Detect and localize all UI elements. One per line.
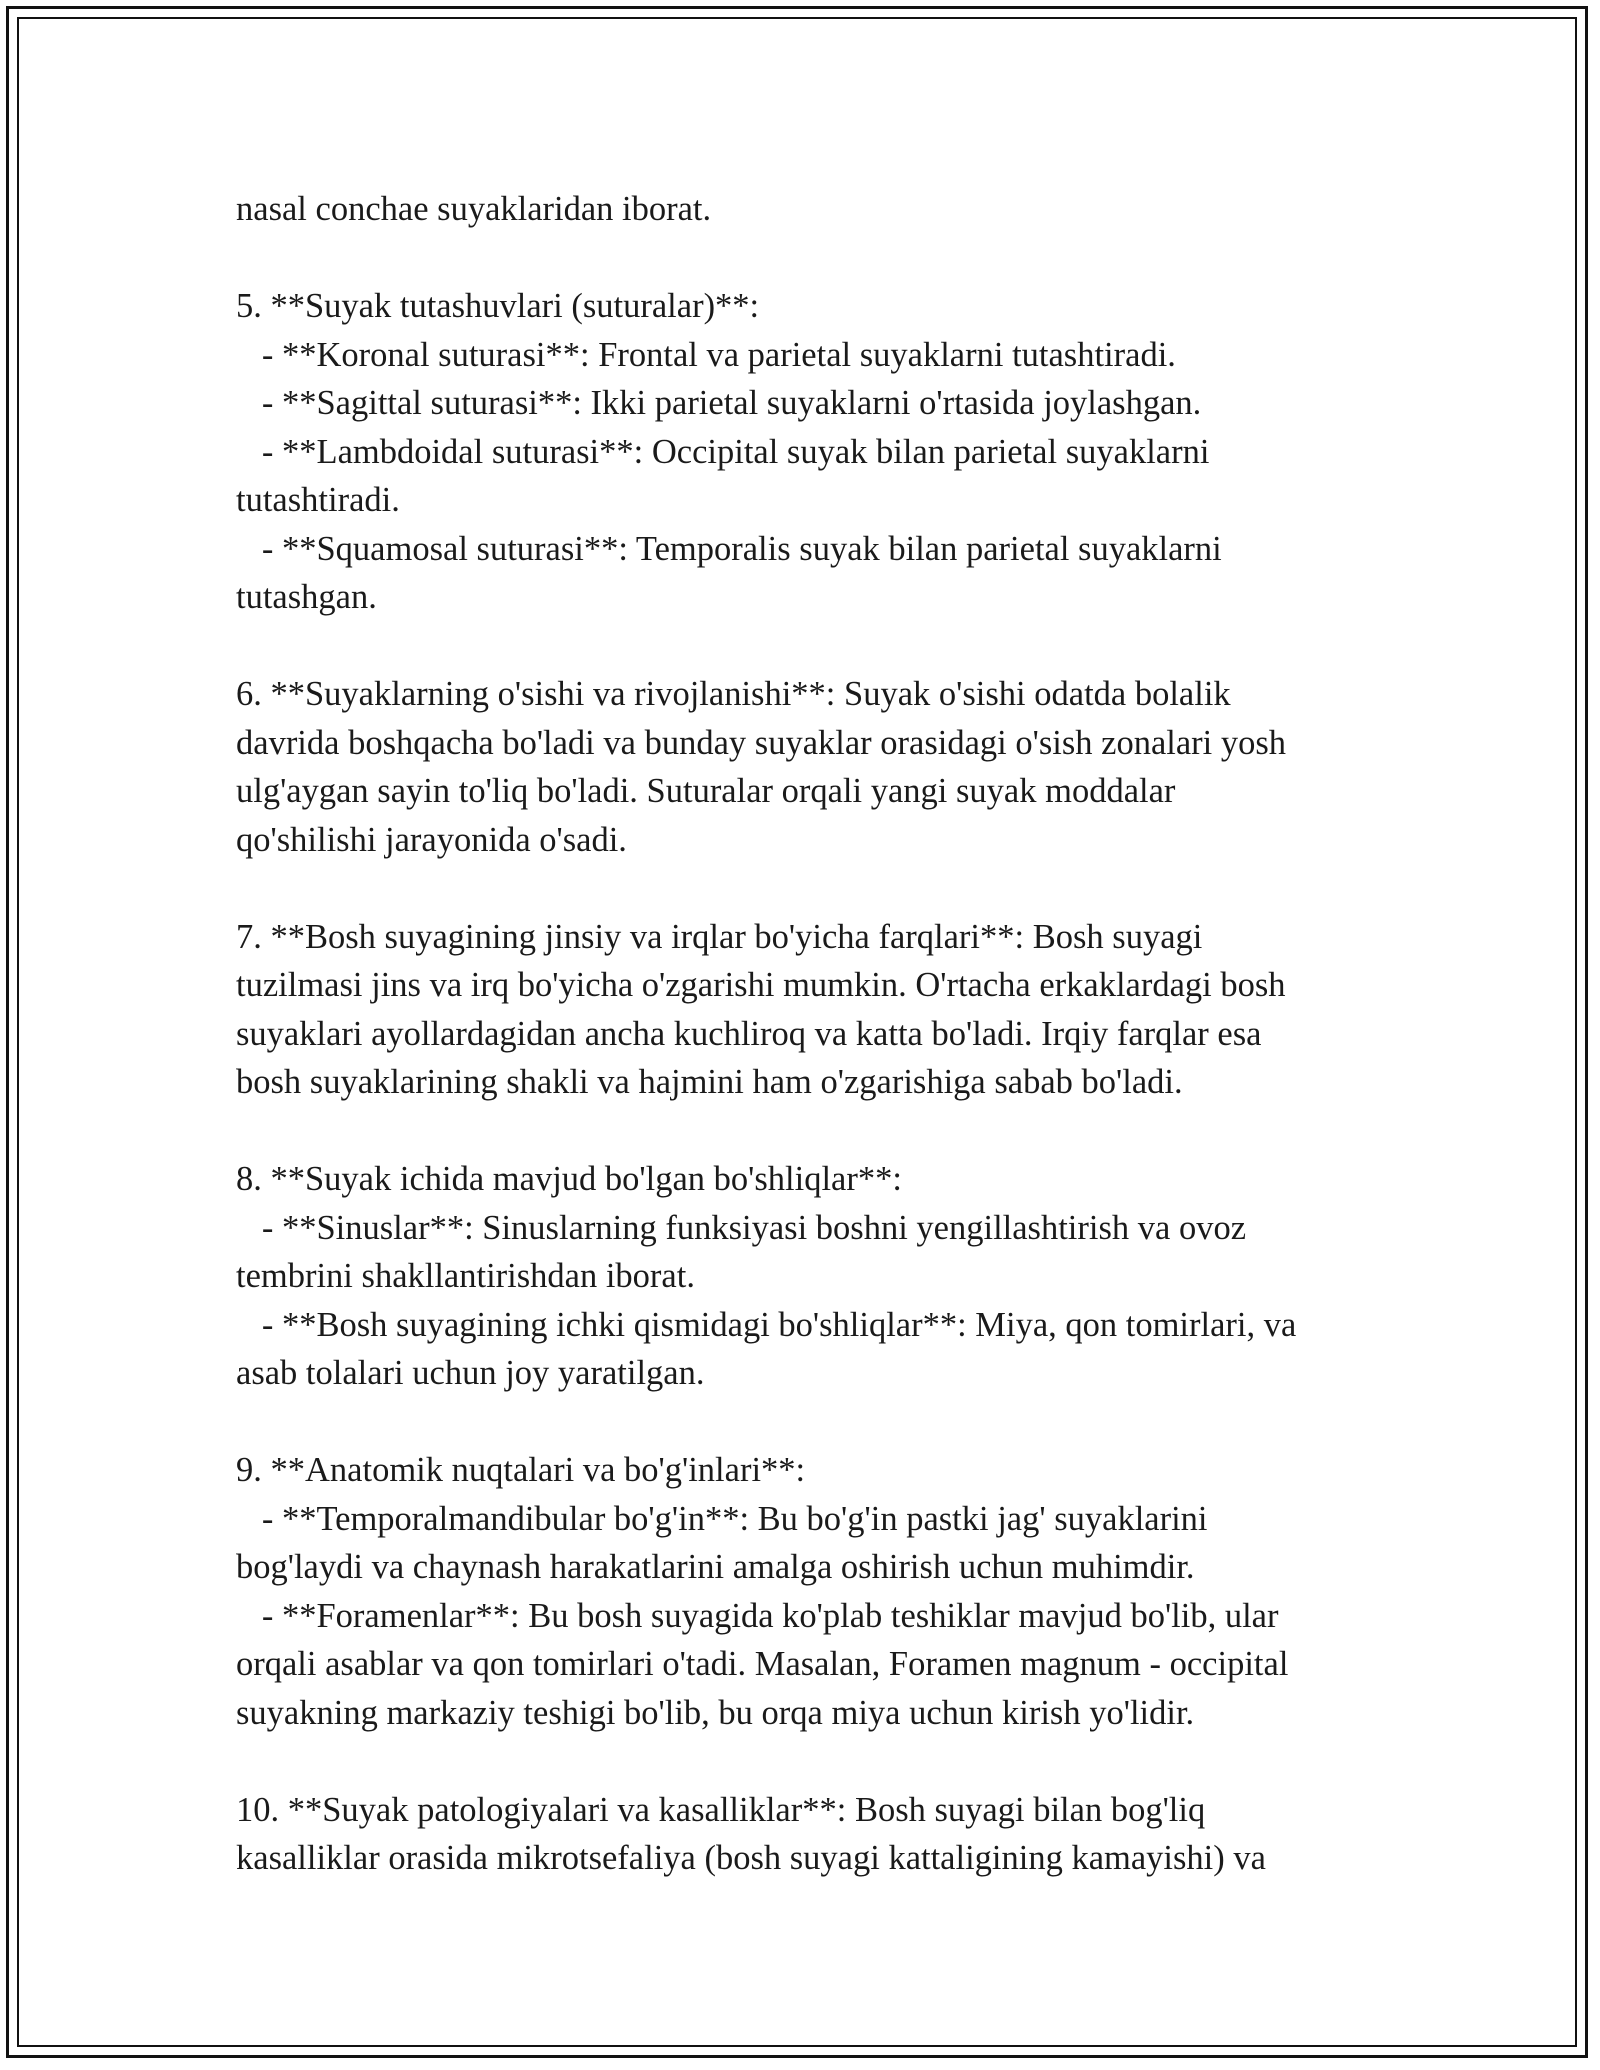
document-body <box>236 185 1376 1883</box>
blank-line <box>236 622 1376 671</box>
blank-line <box>236 1107 1376 1156</box>
blank-line <box>236 1398 1376 1447</box>
text-line: - **Squamosal suturasi**: Temporalis suyak bilan parietal suyaklarni <box>236 529 1222 568</box>
text-line: 7. **Bosh suyagining jinsiy va irqlar bo'yicha farqlari**: Bosh suyagi <box>236 917 1203 956</box>
text-line: - **Bosh suyagining ichki qismidagi bo'shliqlar**: Miya, qon tomirlari, va <box>236 1305 1297 1344</box>
text-line: ulg'aygan sayin to'liq bo'ladi. Suturalar orqali yangi suyak moddalar <box>236 772 1176 810</box>
blank-line <box>236 864 1376 913</box>
text-line: suyakning markaziy teshigi bo'lib, bu orqa miya uchun kirish yo'lidir. <box>236 1693 1195 1732</box>
text-line: davrida boshqacha bo'ladi va bunday suyaklar orasidagi o'sish zonalari yosh <box>236 723 1287 762</box>
text-line: - **Lambdoidal suturasi**: Occipital suyak bilan parietal suyaklarni <box>236 432 1210 471</box>
text-line: 5. **Suyak tutashuvlari (suturalar)**: <box>236 287 760 325</box>
text-line: qo'shilishi jarayonida o'sadi. <box>236 820 627 859</box>
text-line: - **Temporalmandibular bo'g'in**: Bu bo'g'in pastki jag' suyaklarini <box>236 1499 1208 1538</box>
text-line: - **Sagittal suturasi**: Ikki parietal suyaklarni o'rtasida joylashgan. <box>236 384 1202 422</box>
text-line: 10. **Suyak patologiyalari va kasalliklar**: Bosh suyagi bilan bog'liq <box>236 1790 1206 1829</box>
text-line: - **Koronal suturasi**: Frontal va parietal suyaklarni tutashtiradi. <box>236 335 1176 374</box>
text-line: kasalliklar orasida mikrotsefaliya (bosh suyagi kattaligining kamayishi) va <box>236 1839 1266 1877</box>
text-line: tutashtiradi. <box>236 481 400 519</box>
text-line: 9. **Anatomik nuqtalari va bo'g'inlari**: <box>236 1451 806 1489</box>
text-line: suyaklari ayollardagidan ancha kuchliroq va katta bo'ladi. Irqiy farqlar esa <box>236 1014 1262 1053</box>
text-line: tembrini shakllantirishdan iborat. <box>236 1257 695 1295</box>
text-line: 8. **Suyak ichida mavjud bo'lgan bo'shliqlar**: <box>236 1160 902 1198</box>
text-line: 6. **Suyaklarning o'sishi va rivojlanishi**: Suyak o'sishi odatda bolalik <box>236 675 1231 713</box>
text-line: - **Sinuslar**: Sinuslarning funksiyasi boshni yengillashtirish va ovoz <box>236 1208 1247 1247</box>
text-line: bog'laydi va chaynash harakatlarini amalga oshirish uchun muhimdir. <box>236 1548 1195 1586</box>
blank-line <box>236 234 1376 283</box>
blank-line <box>236 1737 1376 1786</box>
text-line: orqali asablar va qon tomirlari o'tadi. Masalan, Foramen magnum - occipital <box>236 1645 1289 1683</box>
text-line: - **Foramenlar**: Bu bosh suyagida ko'plab teshiklar mavjud bo'lib, ular <box>236 1596 1279 1635</box>
text-line: asab tolalari uchun joy yaratilgan. <box>236 1354 705 1392</box>
text-line: tuzilmasi jins va irq bo'yicha o'zgarishi mumkin. O'rtacha erkaklardagi bosh <box>236 966 1286 1004</box>
text-line: nasal conchae suyaklaridan iborat. <box>236 190 712 228</box>
text-line: bosh suyaklarining shakli va hajmini ham o'zgarishiga sabab bo'ladi. <box>236 1063 1183 1101</box>
text-line: tutashgan. <box>236 578 377 616</box>
